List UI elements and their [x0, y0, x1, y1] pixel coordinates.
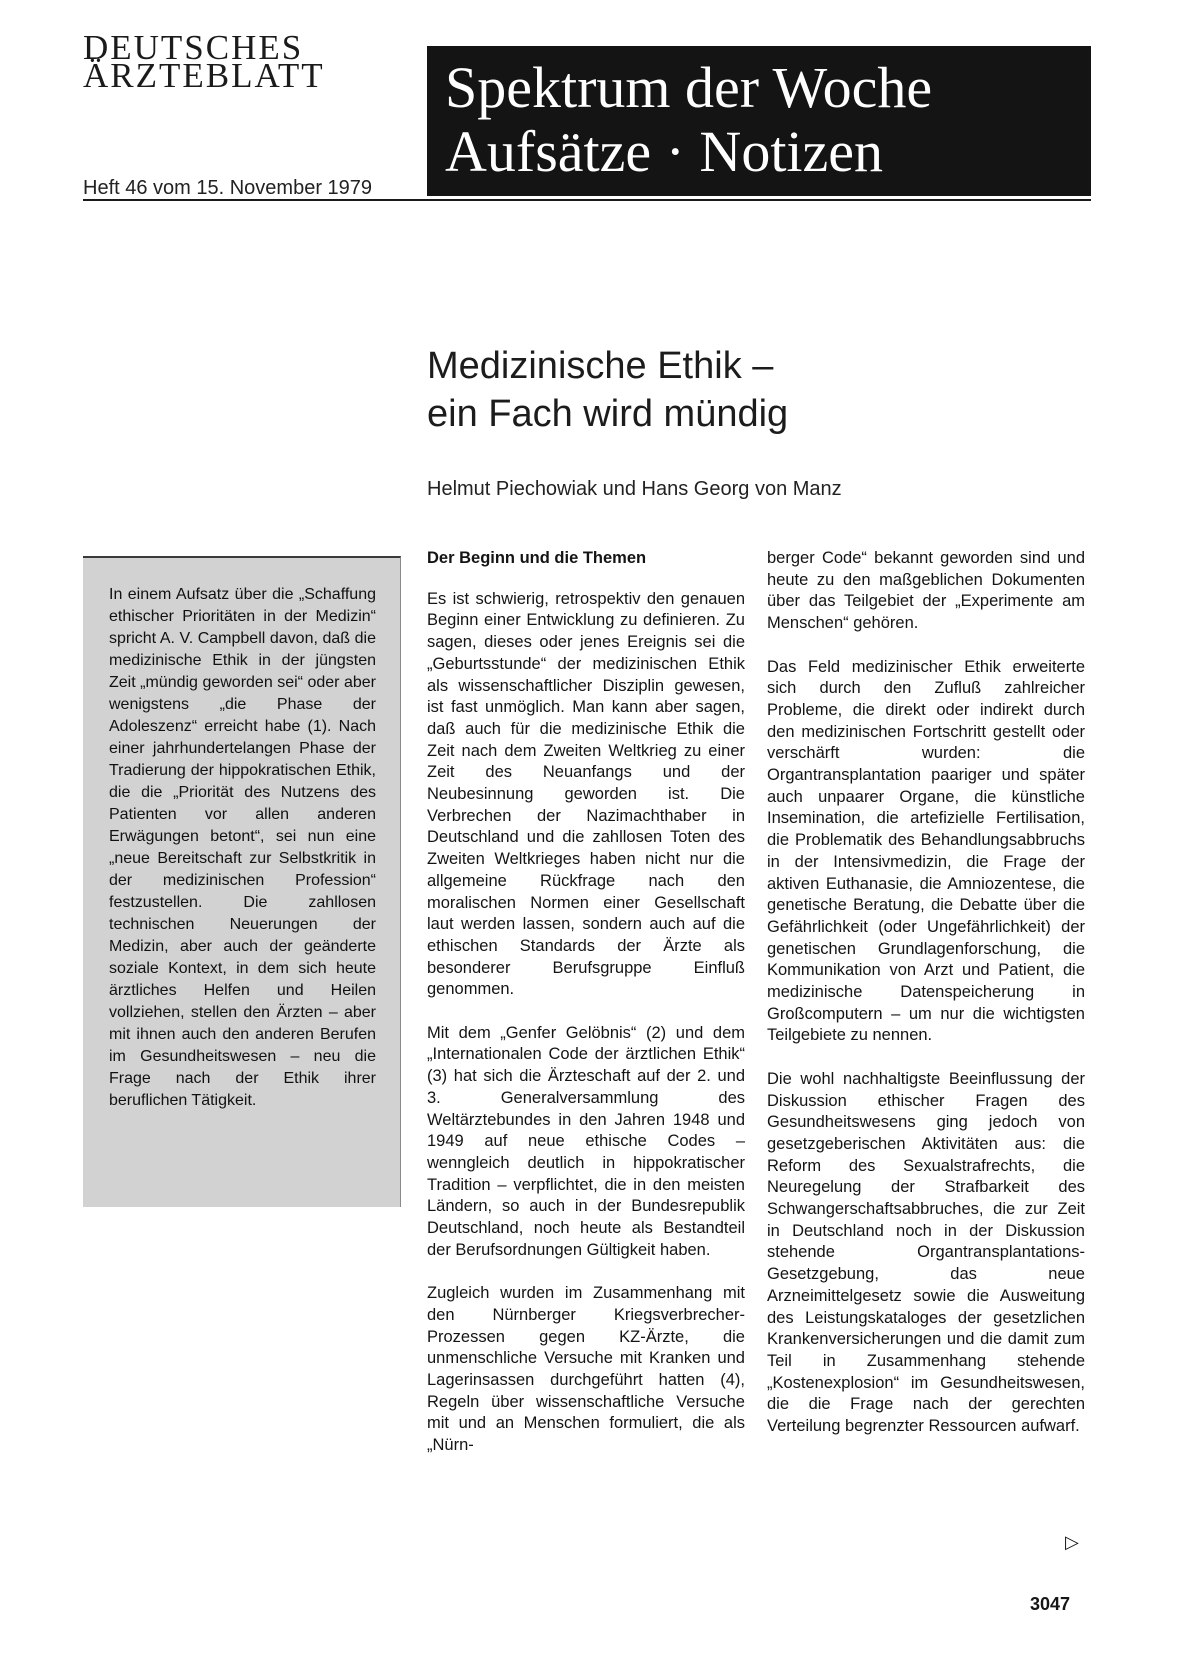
- section-banner: [427, 46, 1091, 196]
- banner-line-1: Spektrum der Woche: [445, 55, 933, 120]
- header-rule: [83, 199, 1091, 201]
- article-title: [427, 342, 1047, 438]
- paragraph: Zugleich wurden im Zusammenhang mit den Nürnberger Kriegsverbrecher-Prozessen gegen KZ-Ärzte, die unmenschliche Versuche mit Kranken und Lagerinsassen durchgeführt hatten (4), Regeln über wissenschaftliche Versuche mit und an Menschen formuliert, die als „Nürn-: [427, 1284, 745, 1455]
- journal-name-line-1: DEUTSCHES: [83, 28, 304, 67]
- journal-masthead: [83, 28, 403, 95]
- continue-arrow-icon: ▷: [1065, 1532, 1079, 1552]
- paragraph: Mit dem „Genfer Gelöbnis“ (2) und dem „Internationalen Code der ärztlichen Ethik“ (3) hat sich die Ärzteschaft auf der 2. und 3. Generalversammlung des Weltärztebundes in den Jahren 1948 und 1949 auf neue ethische Codes – wenngleich deutlich in hippokratischer Tradition – verpflichtet, die in den meisten Ländern, so auch in der Bundesrepublik Deutschland, noch heute als Bestandteil der Berufsordnungen Gültigkeit haben.: [427, 1023, 745, 1259]
- journal-name-line-2: ÄRZTEBLATT: [83, 56, 325, 95]
- paragraph: Die wohl nachhaltigste Beeinflussung der Diskussion ethischer Fragen des Gesundheitswesens ging jedoch von gesetzgeberischen Aktivitäten aus: die Reform des Sexualstrafrechts, die Neuregelung der Strafbarkeit des Schwangerschaftsabbruches, die zur Zeit in Deutschland noch in der Diskussion stehende Organtransplantations-Gesetzgebung, das neue Arzneimittelgesetz sowie die Ausweitung des Leistungskataloges der gesetzlichen Krankenversicherungen und die damit zum Teil in Zusammenhang stehende „Kostenexplosion“ im Gesundheitswesen, die die Frage nach der gerechten Verteilung begrenzter Ressourcen aufwarf.: [767, 1069, 1085, 1436]
- article-column-1: [427, 548, 745, 1478]
- page-number: 3047: [1030, 1594, 1071, 1614]
- issue-date: Heft 46 vom 15. November 1979: [83, 177, 373, 199]
- paragraph: berger Code“ bekannt geworden sind und heute zu den maßgeblichen Dokumenten über das Teilgebiet der „Experimente am Menschen“ gehören.: [767, 549, 1085, 633]
- article-column-2: [767, 548, 1085, 1459]
- paragraph: Es ist schwierig, retrospektiv den genauen Beginn einer Entwicklung zu definieren. Zu sagen, dieses oder jenes Ereignis sei die „Geburtsstunde“ der medizinischen Ethik als wissenschaftlicher Disziplin gewesen, ist fast unmöglich. Man kann aber sagen, daß auch für die medizinische Ethik die Zeit nach dem Zweiten Weltkrieg zu einer Zeit des Neuanfangs und der Neubesinnung geworden ist. Die Verbrechen der Nazimachthaber in Deutschland und die zahllosen Toten des Zweiten Weltkrieges haben nicht nur die allgemeine Rückfrage nach den moralischen Normen einer Gesellschaft laut werden lassen, sondern auch auf die ethischen Standards der Ärzte als besonderer Berufsgruppe Einfluß genommen.: [427, 589, 745, 999]
- section-heading: Der Beginn und die Themen: [427, 549, 647, 567]
- article-authors: Helmut Piechowiak und Hans Georg von Manz: [427, 478, 842, 500]
- title-line-1: Medizinische Ethik –: [427, 345, 774, 387]
- abstract-box: [83, 556, 401, 1207]
- title-line-2: ein Fach wird mündig: [427, 393, 789, 435]
- banner-line-2: Aufsätze · Notizen: [445, 119, 884, 184]
- abstract-text: In einem Aufsatz über die „Schaffung ethischer Prioritäten in der Medizin“ spricht A. V. Campbell davon, daß die medizinische Ethik in der jüngsten Zeit „mündig geworden sei“ oder aber wenigstens „die Phase der Adoleszenz“ erreicht habe (1). Nach einer jahrhundertelangen Phase der Tradierung der hippokratischen Ethik, die die „Priorität des Nutzens des Patienten vor allen anderen Erwägungen betont“, sei nun eine „neue Bereitschaft zur Selbstkritik in der medizinischen Profession“ festzustellen. Die zahllosen technischen Neuerungen der Medizin, aber auch der geänderte soziale Kontext, in dem sich heute ärztliches Helfen und Heilen vollziehen, stellen den Ärzten – aber mit ihnen auch den anderen Berufen im Gesundheitswesen – neu die Frage nach der Ethik ihrer beruflichen Tätigkeit.: [109, 586, 376, 1109]
- paragraph: Das Feld medizinischer Ethik erweiterte sich durch den Zufluß zahlreicher Probleme, die direkt oder indirekt durch den medizinischen Fortschritt gestellt oder verschärft wurden: die Organtransplantation paariger und später auch unpaarer Organe, die künstliche Insemination, die artefizielle Fertilisation, die Problematik des Behandlungsabbruchs in der Intensivmedizin, die Frage der aktiven Euthanasie, die Amniozentese, die genetische Beratung, die Debatte über die Gefährlichkeit (oder Ungefährlichkeit) der genetischen Grundlagenforschung, die Kommunikation von Arzt und Patient, die medizinische Datenspeicherung in Großcomputern – um nur die wichtigsten Teilgebiete zu nennen.: [767, 657, 1085, 1045]
